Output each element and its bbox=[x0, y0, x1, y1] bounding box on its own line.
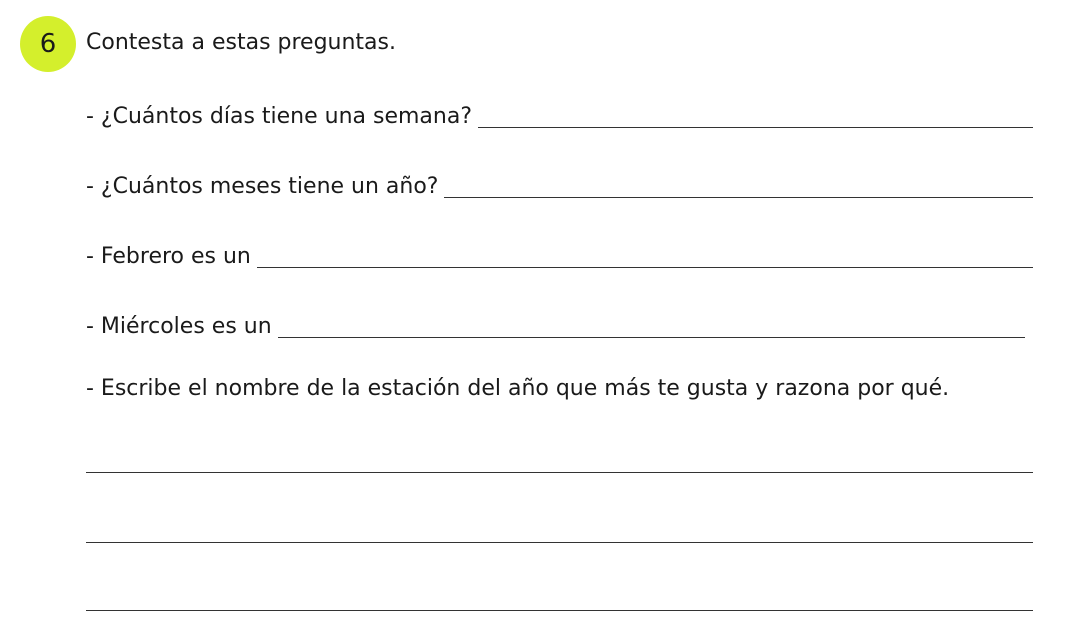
question-text: - ¿Cuántos meses tiene un año? bbox=[86, 174, 439, 199]
answer-line[interactable] bbox=[86, 610, 1033, 611]
answer-blank[interactable] bbox=[278, 337, 1025, 338]
question-row-febrero bbox=[86, 236, 1033, 270]
exercise-number: 6 bbox=[39, 29, 57, 59]
question-text: - Febrero es un bbox=[86, 244, 251, 269]
exercise-instruction: Contesta a estas preguntas. bbox=[86, 30, 396, 55]
answer-blank[interactable] bbox=[444, 197, 1033, 198]
question-row-days-week bbox=[86, 96, 1033, 130]
answer-line[interactable] bbox=[86, 472, 1033, 473]
exercise-number-badge bbox=[20, 16, 76, 72]
question-text: - ¿Cuántos días tiene una semana? bbox=[86, 104, 473, 129]
answer-line[interactable] bbox=[86, 542, 1033, 543]
writing-prompt: - Escribe el nombre de la estación del año que más te gusta y razona por qué. bbox=[86, 376, 950, 401]
question-row-miercoles bbox=[86, 306, 1025, 340]
question-row-months-year bbox=[86, 166, 1033, 200]
question-text: - Miércoles es un bbox=[86, 314, 272, 339]
answer-blank[interactable] bbox=[478, 127, 1033, 128]
answer-blank[interactable] bbox=[257, 267, 1033, 268]
